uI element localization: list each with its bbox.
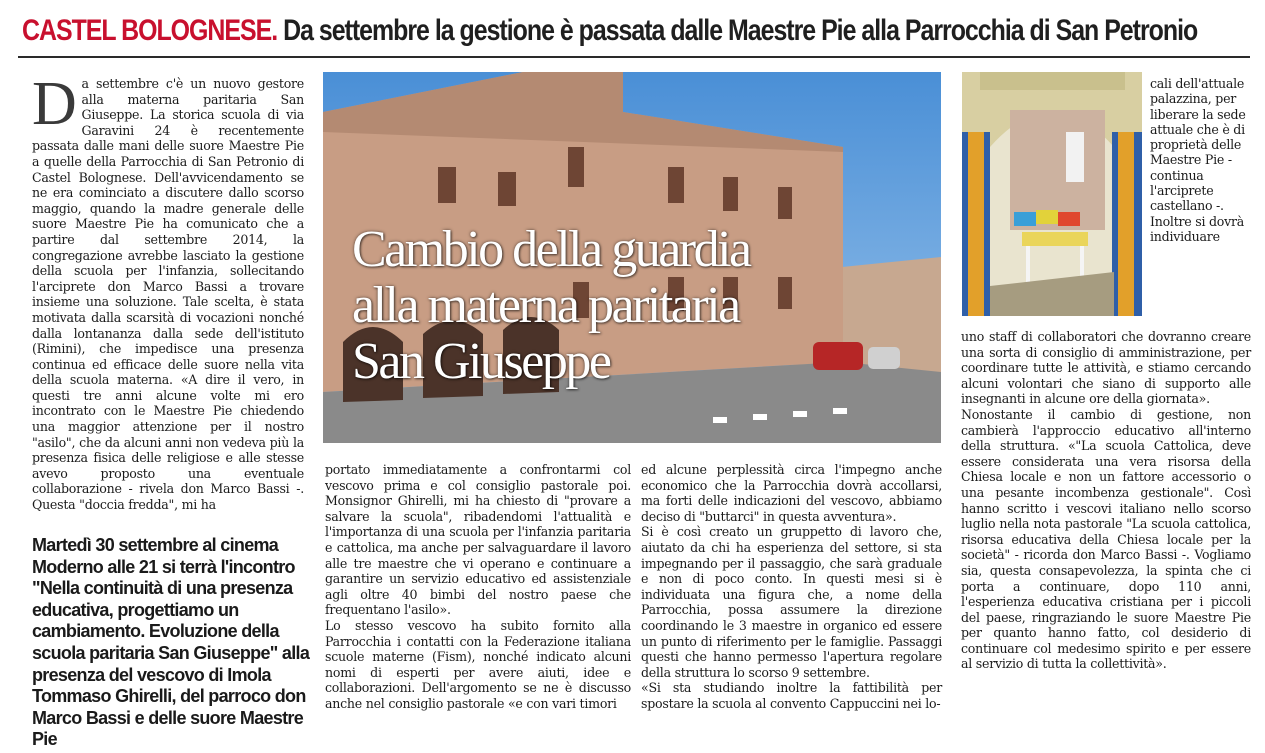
article-paragraph: Lo stesso vescovo ha subito fornito alla Parrocchia i contatti con la Federazione italiana scuole materne (Fism), nonché indicato alcuni nomi di esperti per avere aiuti, idee e collaborazioni. Dell'argomento se ne è discusso anche nel consiglio pastorale «e con vari timori	[325, 617, 631, 711]
article-paragraph: ed alcune perplessità circa l'impegno anche economico che la Parrocchia dovrà accollarsi, ma forti delle indicazioni del vescovo, abbiamo deciso di "buttarci" in questa avventura».	[641, 462, 942, 524]
photo-overlay-title: Cambio della guardia alla materna paritaria San Giuseppe	[352, 221, 750, 390]
dropcap: D	[32, 70, 77, 138]
courtyard-photo	[962, 72, 1142, 316]
article-paragraph: «Si sta studiando inoltre la fattibilità per spostare la scuola al convento Cappuccini nei lo-	[641, 680, 942, 711]
headline	[22, 14, 1198, 54]
article-paragraph: Nonostante il cambio di gestione, non cambierà l'approccio educativo all'interno della struttura. «"La scuola Cattolica, deve essere considerata una vera risorsa della Chiesa locale e non un fattore accessorio o una pesante incombenza gestionale". Così hanno scritto i vescovi italiano nello scorso luglio nella nota pastorale "La scuola cattolica, risorsa educativa della Chiesa locale per la società" - ricorda don Marco Bassi -. Vogliamo sia, questa consapevolezza, la spinta che ci porta a continuare, dopo 110 anni, l'esperienza educativa cristiana per i piccoli del paese, ringraziando le suore Maestre Pie per quanto hanno fatto, col desiderio di continuare col medesimo spirito e per essere al servizio di tutta la collettività».	[961, 406, 1251, 672]
headline-rule	[18, 56, 1250, 58]
article-paragraph: cali dell'attuale palazzina, per liberare la sede attuale che è di proprietà delle Maestre Pie - continua l'arciprete castellano -. Inoltre si dovrà individuare	[1150, 76, 1246, 244]
article-column-4-top	[1150, 76, 1250, 244]
article-paragraph: a settembre c'è un nuovo gestore alla materna paritaria San Giuseppe. La storica scuola di via Garavini 24 è recentemente passata dalle mani delle suore Maestre Pie a quelle della Parrocchia di San Petronio di Castel Bolognese. Dell'avvicendamento se ne era cominciato a discutere dallo scorso maggio, quando la madre generale delle suore Maestre Pie ha comunicato che a partire dal settembre 2014, la congregazione avrebbe lasciato la gestione della scuola per l'infanzia, sollecitando l'arciprete don Marco Bassi a trovare insieme una soluzione. Tale scelta, è stata motivata dalla scarsità di vocazioni nonché dalla lontananza dalla sede dell'istituto (Rimini), che impedisce una presenza continua ed efficace delle suore nella vita della scuola materna. «A dire il vero, in questi tre anni alcune volte mi ero incontrato con le Maestre Pie chiedendo una maggior attenzione per il nostro "asilo", che da alcuni anni non vedeva più la presenza fisica delle religiose e alle stesse avevo proposto una eventuale collaborazione - rivela don Marco Bassi -. Questa "doccia fredda", mi ha	[32, 76, 304, 513]
article-column-4-bottom	[961, 329, 1251, 672]
headline-text: Da settembre la gestione è passata dalle Maestre Pie alla Parrocchia di San Petronio	[283, 14, 1198, 47]
event-box: Martedì 30 settembre al cinema Moderno alle 21 si terrà l'incontro "Nella continuità di una presenza educativa, progettiamo un cambiamento. Evoluzione della scuola paritaria San Giuseppe" alla presenza del vescovo di Imola Tommaso Ghirelli, del parroco don Marco Bassi e delle suore Maestre Pie	[32, 535, 310, 750]
article-column-2	[325, 462, 631, 712]
article-column-3	[641, 462, 942, 712]
article-column-1	[32, 70, 304, 513]
article-paragraph: uno staff di collaboratori che dovranno creare una sorta di consiglio di amministrazione, per coordinare tutte le attività, e stiamo cercando alcuni volontari che siano di supporto alle insegnanti in alcune ore della giornata».	[961, 329, 1251, 407]
article-paragraph: Si è così creato un gruppetto di lavoro che, aiutato da chi ha esperienza del settore, si sta impegnando per il passaggio, che sarà graduale e non di poco conto. In questi mesi si è individuata una figura che, a nome della Parrocchia, possa assumere la direzione coordinando le 3 maestre in organico ed essere un punto di riferimento per le famiglie. Passaggi questi che hanno permesso l'apertura regolare della struttura lo scorso 9 settembre.	[641, 524, 942, 680]
article-paragraph: portato immediatamente a confrontarmi col vescovo prima e col consiglio pastorale poi. Monsignor Ghirelli, mi ha chiesto di "provare a salvare la scuola", ribadendomi l'attualità e l'importanza di una scuola per l'infanzia paritaria e cattolica, ma anche per salvaguardare il lavoro alle tre maestre che vi operano e continuare a garantire un servizio educativo ed assistenziale agli oltre 40 bimbi del nostro paese che frequentano l'asilo».	[325, 462, 631, 618]
headline-kicker: CASTEL BOLOGNESE.	[22, 14, 278, 47]
